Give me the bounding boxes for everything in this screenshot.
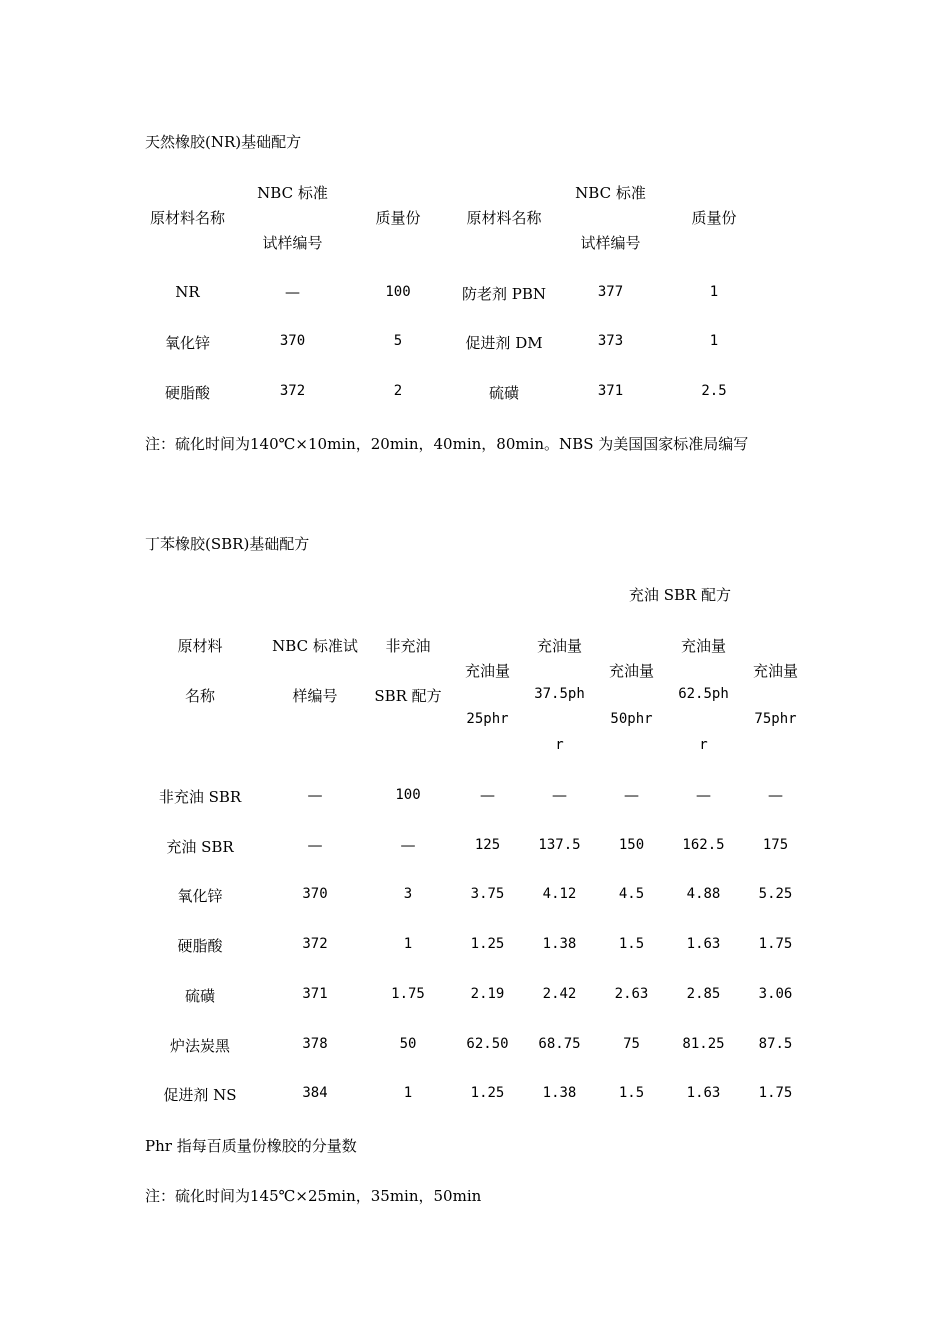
table-cell: 373	[597, 333, 624, 349]
sbr-note: 注：硫化时间为145℃×25min，35min，50min	[145, 1187, 482, 1205]
table-cell: 377	[597, 284, 624, 300]
table-cell: —	[307, 786, 323, 804]
table-cell: 2.85	[686, 986, 721, 1002]
table-cell: 4.12	[542, 886, 577, 902]
table-cell: 125	[474, 837, 501, 853]
sbr-header-nonoil-l2: SBR 配方	[374, 687, 442, 705]
table-cell: 2.19	[470, 986, 505, 1002]
sbr-header-material-l2: 名称	[184, 687, 215, 705]
table-cell: 硬脂酸	[177, 937, 223, 955]
table-cell: 162.5	[682, 837, 725, 853]
table-cell: 384	[302, 1085, 328, 1101]
table-cell: 100	[395, 787, 421, 803]
table-cell: —	[480, 786, 495, 804]
table-cell: 1.5	[618, 936, 645, 952]
table-cell: 1.38	[542, 1085, 577, 1101]
sbr-group-header: 充油 SBR 配方	[628, 586, 732, 604]
table-cell: 2.5	[701, 383, 727, 399]
sbr-header-oil625-l3: r	[699, 737, 708, 753]
nr-title: 天然橡胶(NR)基础配方	[145, 133, 302, 151]
table-cell: 硬脂酸	[164, 384, 210, 402]
table-cell: 62.50	[466, 1036, 509, 1052]
sbr-header-oil375-l1: 充油量	[536, 637, 582, 655]
table-cell: 1.25	[470, 1085, 505, 1101]
table-cell: 氧化锌	[164, 334, 210, 352]
table-cell: 150	[618, 837, 645, 853]
table-cell: 5	[393, 333, 403, 349]
table-cell: 87.5	[758, 1036, 793, 1052]
table-cell: 3.75	[470, 886, 505, 902]
table-cell: 氧化锌	[177, 887, 223, 905]
table-cell: —	[552, 786, 567, 804]
table-cell: 372	[302, 936, 328, 952]
table-cell: 50	[399, 1036, 417, 1052]
table-cell: —	[400, 836, 416, 854]
sbr-header-oil25-l1: 充油量	[464, 662, 510, 680]
table-cell: —	[768, 786, 783, 804]
table-cell: —	[696, 786, 711, 804]
table-cell: 促进剂 NS	[163, 1086, 237, 1104]
table-cell: —	[285, 283, 300, 301]
table-cell: 3	[403, 886, 413, 902]
sbr-title: 丁苯橡胶(SBR)基础配方	[145, 535, 310, 553]
nr-header-nbc-left-l1: NBC 标准	[257, 184, 328, 202]
nr-header-nbc-right-l2: 试样编号	[580, 234, 641, 252]
table-cell: 175	[762, 837, 789, 853]
sbr-header-nbc-l1: NBC 标准试	[272, 637, 358, 655]
table-cell: 1	[403, 1085, 413, 1101]
table-cell: 1.75	[758, 1085, 793, 1101]
table-cell: 1.75	[758, 936, 793, 952]
sbr-header-oil50-l2: 50phr	[610, 711, 653, 727]
table-cell: NR	[175, 283, 200, 301]
sbr-header-oil75-l2: 75phr	[754, 711, 797, 727]
table-cell: —	[624, 786, 639, 804]
table-cell: 2.63	[614, 986, 649, 1002]
table-cell: 1.63	[686, 936, 721, 952]
table-cell: 372	[279, 383, 306, 399]
table-cell: 1	[709, 284, 719, 300]
table-cell: 81.25	[682, 1036, 725, 1052]
table-cell: 378	[302, 1036, 328, 1052]
table-cell: 1.63	[686, 1085, 721, 1101]
nr-header-qty-left: 质量份	[375, 209, 421, 227]
table-cell: 炉法炭黑	[169, 1037, 230, 1055]
nr-header-nbc-left-l2: 试样编号	[262, 234, 323, 252]
nr-note: 注：硫化时间为140℃×10min，20min，40min，80min。NBS 为美国国家标准局编写	[145, 435, 749, 453]
table-cell: —	[307, 836, 323, 854]
sbr-header-oil25-l2: 25phr	[466, 711, 509, 727]
table-cell: 1.25	[470, 936, 505, 952]
table-cell: 非充油 SBR	[158, 788, 242, 806]
table-cell: 2.42	[542, 986, 577, 1002]
sbr-phr-note: Phr 指每百质量份橡胶的分量数	[145, 1137, 357, 1155]
table-cell: 1	[403, 936, 413, 952]
table-cell: 硫磺	[184, 987, 215, 1005]
table-cell: 100	[385, 284, 411, 300]
table-cell: 1.38	[542, 936, 577, 952]
table-cell: 137.5	[538, 837, 581, 853]
table-cell: 4.88	[686, 886, 721, 902]
sbr-header-oil75-l1: 充油量	[752, 662, 798, 680]
table-cell: 5.25	[758, 886, 793, 902]
nr-header-material-left: 原材料名称	[149, 209, 225, 227]
table-cell: 370	[302, 886, 328, 902]
sbr-header-oil50-l1: 充油量	[608, 662, 654, 680]
sbr-header-oil625-l2: 62.5ph	[678, 686, 729, 702]
sbr-header-nonoil-l1: 非充油	[385, 637, 431, 655]
table-cell: 370	[279, 333, 306, 349]
sbr-header-material-l1: 原材料	[177, 637, 223, 655]
table-cell: 硫磺	[488, 384, 519, 402]
sbr-header-oil375-l3: r	[555, 737, 564, 753]
table-cell: 68.75	[538, 1036, 581, 1052]
table-cell: 充油 SBR	[166, 838, 234, 856]
sbr-header-nbc-l2: 样编号	[292, 687, 338, 705]
nr-header-material-right: 原材料名称	[466, 209, 542, 227]
table-cell: 促进剂 DM	[465, 334, 543, 352]
sbr-header-oil375-l2: 37.5ph	[534, 686, 585, 702]
table-cell: 2	[393, 383, 403, 399]
table-cell: 3.06	[758, 986, 793, 1002]
table-cell: 4.5	[618, 886, 645, 902]
table-cell: 1	[709, 333, 719, 349]
nr-header-qty-right: 质量份	[691, 209, 737, 227]
table-cell: 防老剂 PBN	[461, 285, 546, 303]
table-cell: 1.75	[391, 986, 425, 1002]
table-cell: 371	[302, 986, 328, 1002]
nr-header-nbc-right-l1: NBC 标准	[575, 184, 646, 202]
sbr-header-oil625-l1: 充油量	[680, 637, 726, 655]
table-cell: 1.5	[618, 1085, 645, 1101]
table-cell: 371	[597, 383, 624, 399]
table-cell: 75	[623, 1036, 640, 1052]
